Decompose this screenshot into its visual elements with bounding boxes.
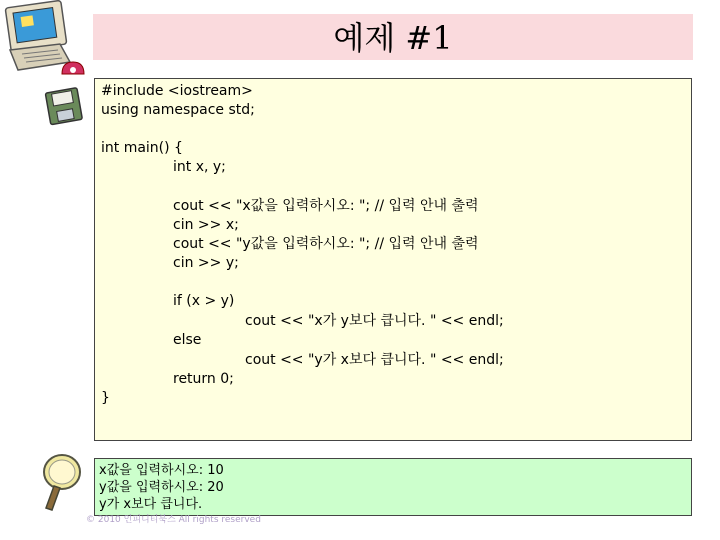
telephone-icon xyxy=(58,52,88,82)
code-line: int main() { xyxy=(101,140,183,156)
floppy-disk-icon xyxy=(44,86,86,128)
code-block xyxy=(94,78,692,441)
code-line: cout << "x가 y보다 큽니다. " << endl; xyxy=(245,313,504,329)
code-line: cout << "y값을 입력하시오: "; // 입력 안내 출력 xyxy=(173,236,479,252)
code-line: int x, y; xyxy=(173,159,226,175)
code-line: cout << "y가 x보다 큽니다. " << endl; xyxy=(245,352,504,368)
code-line: #include <iostream> xyxy=(101,83,253,99)
slide-title: 예제 #1 xyxy=(333,19,453,57)
code-line: else xyxy=(173,332,202,348)
title-bar xyxy=(93,14,693,60)
code-line: cin >> x; xyxy=(173,217,239,233)
code-line: } xyxy=(101,390,110,406)
code-line: cout << "x값을 입력하시오: "; // 입력 안내 출력 xyxy=(173,198,479,214)
code-line: return 0; xyxy=(173,371,234,387)
output-block xyxy=(94,458,692,516)
output-line: x값을 입력하시오: 10 xyxy=(99,463,224,478)
copyright-notice: © 2010 인피니티북스 All rights reserved xyxy=(86,515,261,525)
magnifier-icon xyxy=(38,452,84,512)
code-line: cin >> y; xyxy=(173,255,239,271)
output-line: y가 x보다 큽니다. xyxy=(99,497,203,512)
code-line: if (x > y) xyxy=(173,293,235,309)
output-line: y값을 입력하시오: 20 xyxy=(99,480,224,495)
code-line: using namespace std; xyxy=(101,102,255,118)
